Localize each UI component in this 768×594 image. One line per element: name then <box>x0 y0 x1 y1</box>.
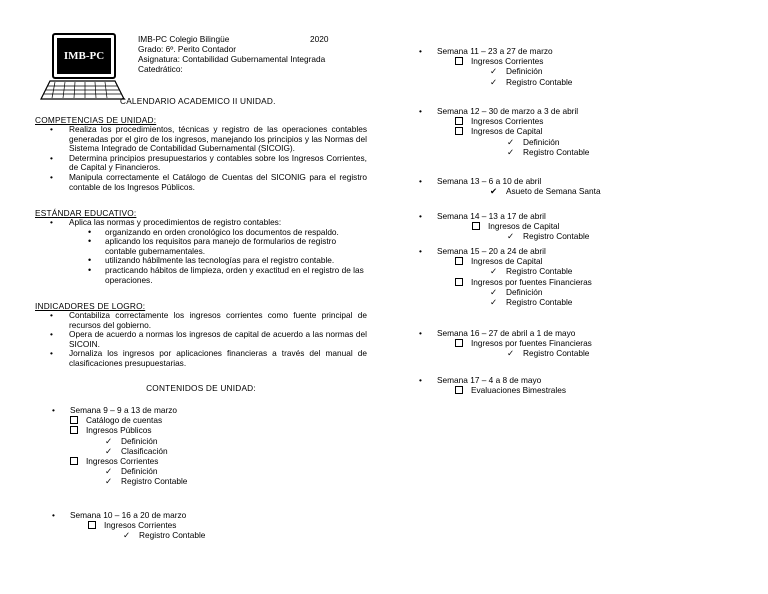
subject-line: Asignatura: Contabilidad Gubernamental Integrada <box>138 54 326 64</box>
week-17: • Semana 17 – 4 a 8 de mayo Evaluaciones Bimestrales <box>419 375 566 396</box>
week-12: • Semana 12 – 30 de marzo a 3 de abril Ingresos Corrientes Ingresos de Capital ✓ Definición ✓ Registro Contable <box>419 106 590 157</box>
logo-text: IMB-PC <box>57 38 111 74</box>
checkbox-icon <box>455 57 463 65</box>
grade-line: Grado: 6º. Perito Contador <box>138 44 237 54</box>
checkmark-icon: ✓ <box>507 146 514 157</box>
list-item: • Contabiliza correctamente los ingresos corrientes como fuente principal de recursos del gobierno. <box>50 310 367 330</box>
checkmark-icon: ✓ <box>490 66 497 77</box>
checkbox-icon <box>455 117 463 125</box>
week-11: • Semana 11 – 23 a 27 de marzo Ingresos Corrientes ✓ Definición ✓ Registro Contable <box>419 46 573 87</box>
list-item: • Realiza los procedimientos, técnicas y registro de las operaciones contables generadas por el giro de los ingresos, manejando los principios y las Normas del Sistema Integrado de Contabilidad Gubernamental (SICOIG). <box>50 124 367 154</box>
sub-list-item: • aplicando los requisitos para manejo de formularios de registro contable gubernamentales. <box>88 236 337 256</box>
list-item: • Determina principios presupuestarios y contables sobre los Ingresos Corrientes, de Capital y Financieros. <box>50 152 367 173</box>
checkmark-icon: ✓ <box>490 266 497 277</box>
school-name: IMB-PC Colegio Bilingüe <box>138 34 230 44</box>
checkmark-icon: ✔ <box>490 186 497 197</box>
checkbox-icon <box>455 339 463 347</box>
checkmark-icon: ✓ <box>490 76 497 87</box>
checkmark-icon: ✓ <box>105 435 112 446</box>
checkmark-icon: ✓ <box>105 445 112 456</box>
indicadores-list <box>35 311 367 369</box>
week-10: • Semana 10 – 16 a 20 de marzo Ingresos Corrientes ✓ Registro Contable <box>52 510 206 541</box>
checkbox-icon <box>70 416 78 424</box>
checkmark-icon: ✓ <box>105 476 112 487</box>
checkmark-icon: ✓ <box>490 297 497 308</box>
checkmark-icon: ✓ <box>123 530 130 541</box>
week-label: Semana 17 – 4 a 8 de mayo <box>437 375 542 385</box>
logo-keyboard-icon <box>40 79 125 101</box>
competencias-title: COMPETENCIAS DE UNIDAD: <box>35 115 157 125</box>
week-label: Semana 11 – 23 a 27 de marzo <box>437 46 553 56</box>
checkmark-icon: ✓ <box>507 348 514 359</box>
checkbox-icon <box>455 278 463 286</box>
list-item: • Opera de acuerdo a normas los ingresos de capital de acuerdo a las normas del SICOIN. <box>50 329 367 349</box>
week-label: Semana 14 – 13 a 17 de abril <box>437 211 546 221</box>
week-14: • Semana 14 – 13 a 17 de abril Ingresos de Capital ✓ Registro Contable <box>419 211 590 242</box>
document-header <box>138 34 378 74</box>
competencias-list <box>35 125 367 192</box>
logo-monitor-icon <box>52 33 116 79</box>
school-logo <box>40 33 125 103</box>
checkbox-icon <box>88 521 96 529</box>
calendar-title: CALENDARIO ACADEMICO II UNIDAD. <box>120 96 276 106</box>
week-label: Semana 15 – 20 a 24 de abril <box>437 246 546 256</box>
checkbox-icon <box>455 386 463 394</box>
estandar-title: ESTÁNDAR EDUCATIVO: <box>35 208 137 218</box>
checkmark-icon: ✓ <box>105 466 112 477</box>
checkbox-icon <box>455 127 463 135</box>
checkmark-icon: ✓ <box>490 286 497 297</box>
week-13: • Semana 13 – 6 a 10 de abril ✔ Asueto de Semana Santa <box>419 176 601 197</box>
indicadores-title: INDICADORES DE LOGRO: <box>35 301 146 311</box>
week-16: • Semana 16 – 27 de abril a 1 de mayo Ingresos por fuentes Financieras ✓ Registro Contable <box>419 328 592 359</box>
list-item: • Manipula correctamente el Catálogo de Cuentas del SICONIG para el registro contable de los Ingresos Públicos. <box>50 171 367 192</box>
checkmark-icon: ✓ <box>507 231 514 242</box>
week-label: Semana 12 – 30 de marzo a 3 de abril <box>437 106 579 116</box>
contenidos-title: CONTENIDOS DE UNIDAD: <box>146 383 256 393</box>
week-label: Semana 10 – 16 a 20 de marzo <box>70 510 187 520</box>
sub-list-item: • utilizando hábilmente las tecnologías para el registro contable. <box>88 255 335 266</box>
week-label: Semana 13 – 6 a 10 de abril <box>437 176 542 186</box>
checkbox-icon <box>455 257 463 265</box>
week-9: • Semana 9 – 9 a 13 de marzo Catálogo de cuentas Ingresos Públicos ✓ Definición ✓ Clasificación Ingresos Corrientes ✓ Definición ✓ Registro Contable <box>52 405 188 487</box>
checkbox-icon <box>472 222 480 230</box>
list-item: • Aplica las normas y procedimientos de registro contables: <box>50 217 282 227</box>
week-label: Semana 9 – 9 a 13 de marzo <box>70 405 178 415</box>
sub-list-item: • practicando hábitos de limpieza, orden y exactitud en el registro de las operaciones. <box>88 264 364 285</box>
list-item: • Jornaliza los ingresos por aplicaciones financieras a través del manual de clasificaciones presupuestarias. <box>50 348 367 368</box>
teacher-line: Catedrático: <box>138 64 183 74</box>
week-15: • Semana 15 – 20 a 24 de abril Ingresos de Capital ✓ Registro Contable Ingresos por fuentes Financieras ✓ Definición ✓ Registro Contable <box>419 246 592 308</box>
checkbox-icon <box>70 426 78 434</box>
checkbox-icon <box>70 457 78 465</box>
sub-list-item: • organizando en orden cronológico los documentos de respaldo. <box>88 226 339 237</box>
school-year: 2020 <box>310 34 329 44</box>
estandar-list <box>35 218 367 285</box>
week-label: Semana 16 – 27 de abril a 1 de mayo <box>437 328 576 338</box>
checkmark-icon: ✓ <box>507 136 514 147</box>
